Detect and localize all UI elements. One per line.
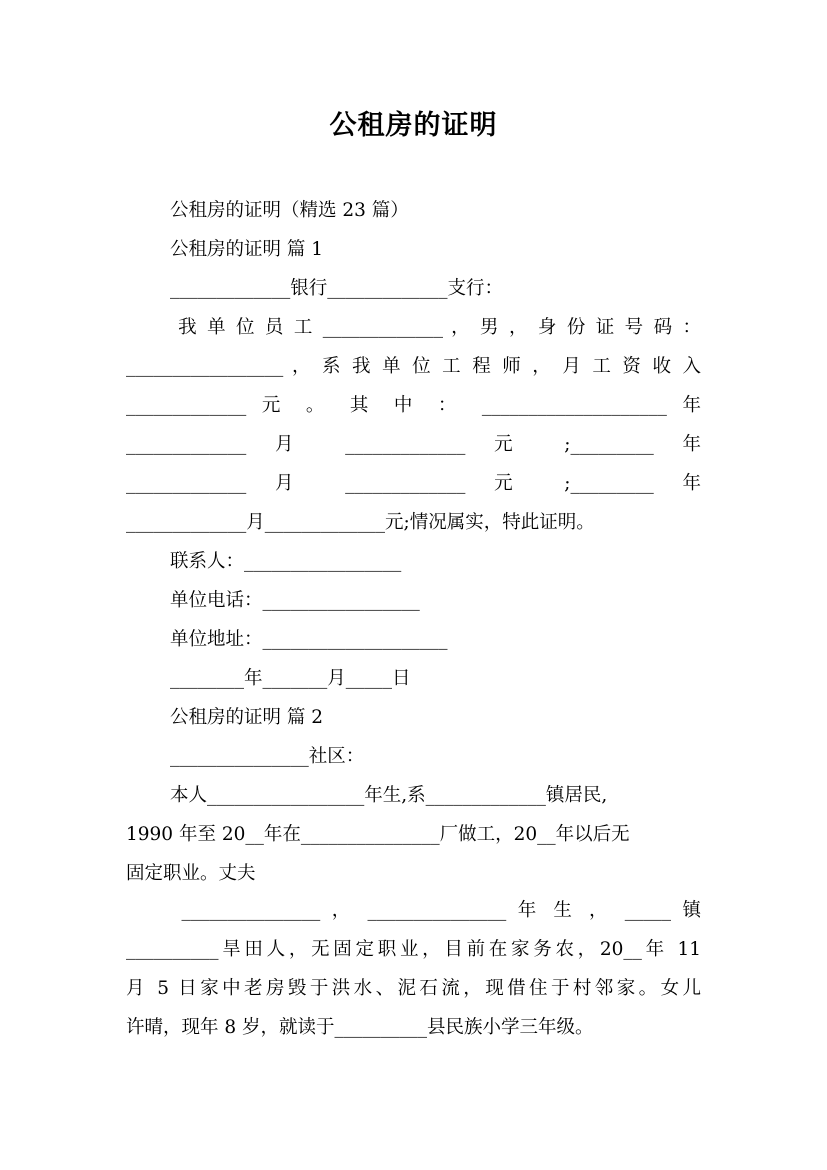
body-line: _____________ 元 。 其 中 ： ____________________ 年 <box>126 395 701 416</box>
body-line: _________________ ， 系 我 单 位 工 程 师 ， 月 工 资 收 入 <box>126 356 701 377</box>
unit-address-line: 单位地址：____________________ <box>170 629 448 650</box>
document-title: 公租房的证明 <box>329 110 498 141</box>
body-line: 1990 年至 20__年在_______________厂做工，20__年以后无 <box>126 824 630 845</box>
body-line: _____________月_____________元;情况属实，特此证明。 <box>126 512 595 533</box>
unit-phone-line: 单位电话：_________________ <box>170 590 420 611</box>
body-line: 许晴，现年 8 岁，就读于__________县民族小学三年级。 <box>126 1017 594 1038</box>
addressee-line: _______________社区： <box>170 746 365 767</box>
body-line: 固定职业。丈夫 <box>126 863 256 884</box>
body-line: _____________ 月 _____________ 元 ;_________ 年 <box>126 434 701 455</box>
body-line: _____________ 月 _____________ 元 ;_________ 年 <box>126 473 701 494</box>
body-line: __________旱田人，无固定职业，目前在家务农，20__年 11 <box>126 939 701 960</box>
body-line: 我 单 位 员 工 _____________ ， 男 ， 身 份 证 号 码 ： <box>170 317 701 338</box>
contact-person-line: 联系人：_________________ <box>170 551 402 572</box>
section-heading-2: 公租房的证明 篇 2 <box>170 707 324 728</box>
date-line: ________年_______月_____日 <box>170 668 411 689</box>
section-heading-1: 公租房的证明 篇 1 <box>170 239 324 260</box>
body-line: 本人_________________年生,系_____________镇居民, <box>170 785 608 806</box>
body-line: _______________ ， _______________ 年 生 ， _____ 镇 <box>170 900 701 921</box>
subtitle-line: 公租房的证明（精选 23 篇） <box>170 200 409 221</box>
addressee-line: _____________银行_____________支行： <box>170 278 504 299</box>
body-line: 月 5 日家中老房毁于洪水、泥石流，现借住于村邻家。女儿 <box>126 978 701 999</box>
